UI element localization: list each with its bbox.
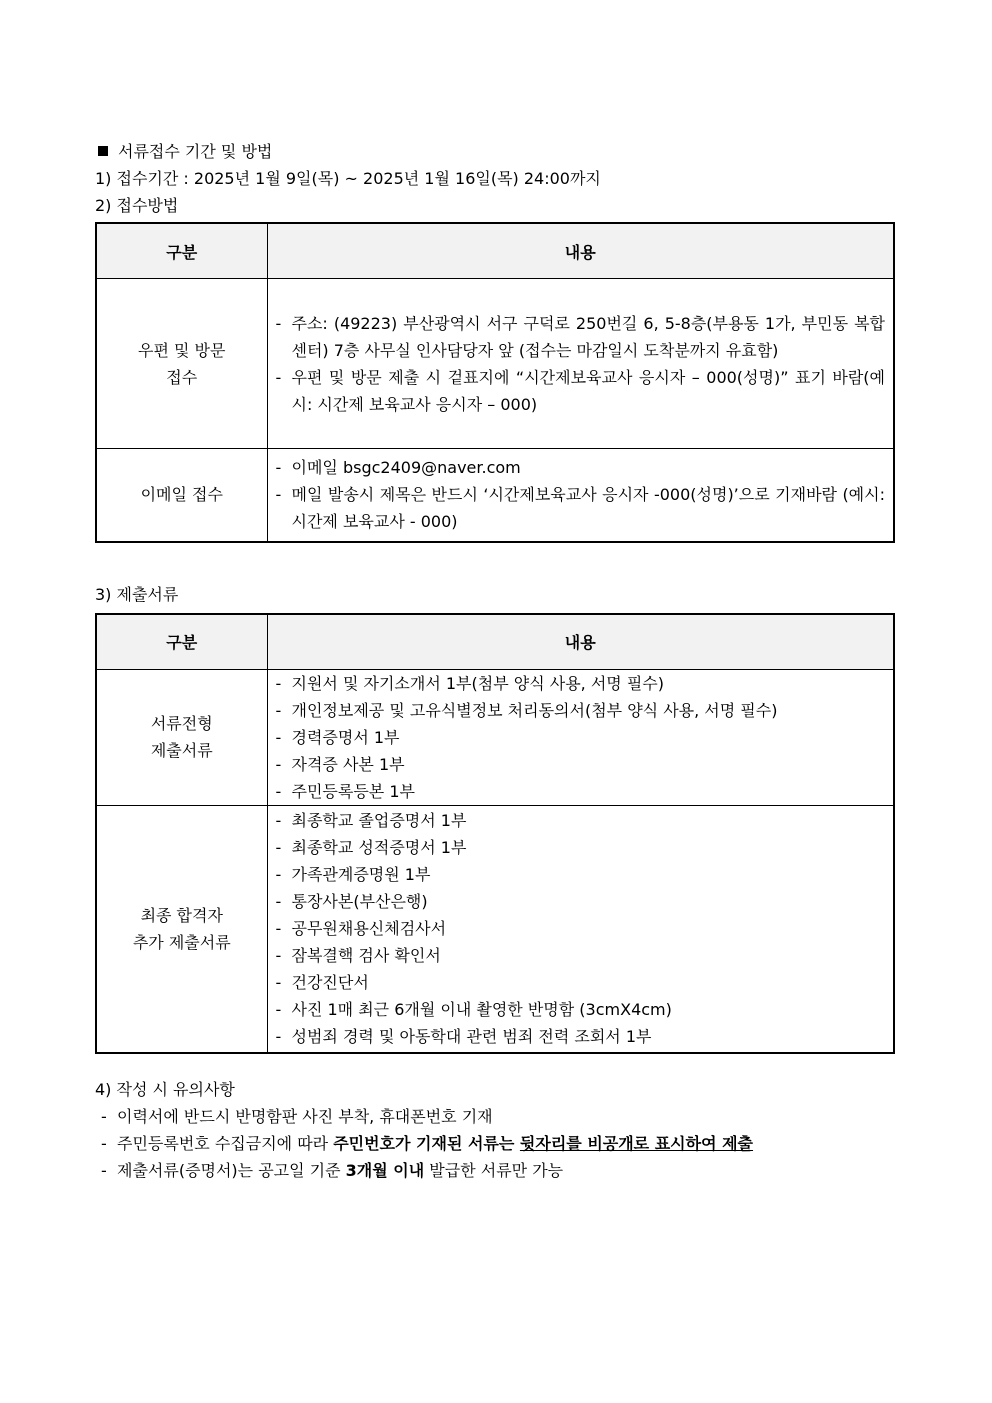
application-period: 1) 접수기간 : 2025년 1월 9일(목) ~ 2025년 1월 16일(목) 24:00까지 <box>95 169 601 188</box>
row-category: 우편 및 방문 접수 <box>96 279 267 449</box>
table-row <box>96 449 894 542</box>
document-page <box>95 138 895 1184</box>
list-item: - 통장사본(부산은행) <box>275 892 428 912</box>
row-category: 서류전형 제출서류 <box>96 669 267 805</box>
list-item: - 경력증명서 1부 <box>275 727 400 747</box>
header-content: 내용 <box>267 223 894 279</box>
row-content <box>267 669 894 805</box>
list-item: - 최종학교 졸업증명서 1부 <box>275 811 467 831</box>
list-item: - 자격증 사본 1부 <box>275 754 405 774</box>
list-item: - 주민등록등본 1부 <box>275 781 415 801</box>
row-content <box>267 279 894 449</box>
notes-label: 4) 작성 시 유의사항 <box>95 1080 235 1099</box>
list-item: - 주소: (49223) 부산광역시 서구 구덕로 250번길 6, 5-8층(부용동 1가, 부민동 복합센터) 7층 사무실 인사담당자 앞 (접수는 마감일시 도착분까지 유효함) <box>275 313 885 360</box>
list-item: - 우편 및 방문 제출 시 겉표지에 “시간제보육교사 응시자 – 000(성명)” 표기 바람(예시: 시간제 보육교사 응시자 – 000) <box>275 367 885 414</box>
row-content <box>267 449 894 542</box>
row-category: 이메일 접수 <box>96 449 267 542</box>
note-item: - 제출서류(증명서)는 공고일 기준 3개월 이내 발급한 서류만 가능 <box>101 1161 564 1180</box>
method-table <box>95 222 895 543</box>
header-category: 구분 <box>96 223 267 279</box>
list-item: - 개인정보제공 및 고유식별정보 처리동의서(첨부 양식 사용, 서명 필수) <box>275 700 778 720</box>
method-label: 2) 접수방법 <box>95 196 179 215</box>
list-item: - 잠복결핵 검사 확인서 <box>275 946 441 966</box>
list-item: - 사진 1매 최근 6개월 이내 촬영한 반명함 (3cmX4cm) <box>275 1000 672 1020</box>
list-item: - 최종학교 성적증명서 1부 <box>275 838 467 858</box>
table-row <box>96 669 894 805</box>
header-content: 내용 <box>267 614 894 670</box>
header-category: 구분 <box>96 614 267 670</box>
table-header-row <box>96 223 894 279</box>
list-item: - 가족관계증명원 1부 <box>275 865 431 885</box>
list-item: - 이메일 bsgc2409@naver.com <box>275 458 521 478</box>
row-category: 최종 합격자 추가 제출서류 <box>96 805 267 1053</box>
list-item: - 지원서 및 자기소개서 1부(첨부 양식 사용, 서명 필수) <box>275 673 664 693</box>
list-item: - 메일 발송시 제목은 반드시 ‘시간제보육교사 응시자 -000(성명)’으로 기재바람 (예시: 시간제 보육교사 - 000) <box>275 485 885 532</box>
documents-table <box>95 613 895 1055</box>
note-item: - 주민등록번호 수집금지에 따라 주민번호가 기재된 서류는 뒷자리를 비공개로 표시하여 제출 <box>101 1134 754 1153</box>
documents-label: 3) 제출서류 <box>95 584 179 604</box>
list-item: - 공무원채용신체검사서 <box>275 919 447 939</box>
row-content <box>267 805 894 1053</box>
table-row <box>96 805 894 1053</box>
table-row <box>96 279 894 449</box>
square-bullet-icon <box>98 146 108 156</box>
note-item: - 이력서에 반드시 반명함판 사진 부착, 휴대폰번호 기재 <box>101 1107 493 1126</box>
list-item: - 건강진단서 <box>275 973 369 993</box>
list-item: - 성범죄 경력 및 아동학대 관련 범죄 전력 조회서 1부 <box>275 1027 652 1047</box>
table-header-row <box>96 614 894 670</box>
section-heading: 서류접수 기간 및 방법 <box>95 138 895 165</box>
